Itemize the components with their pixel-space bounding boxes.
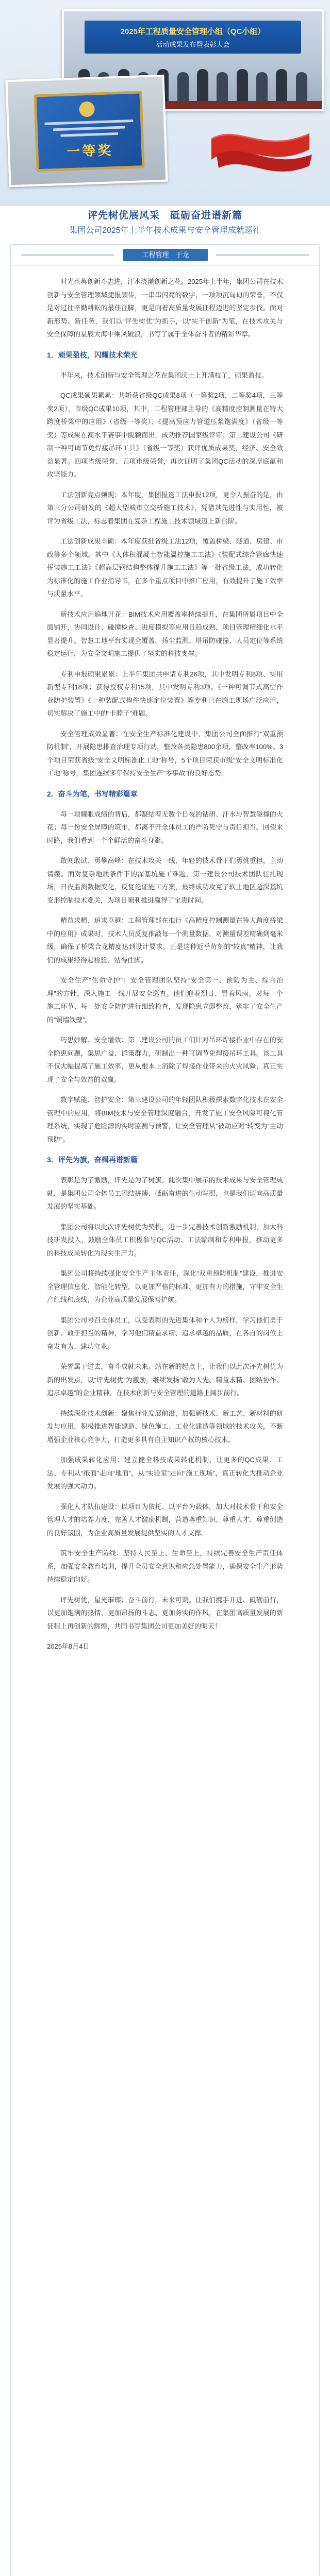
- plaque-text-line: [53, 126, 125, 131]
- red-flag-icon: [206, 118, 315, 191]
- paragraph: 新技术应用遍地开花：BIM技术应用覆盖率持续提升，在集团所属项目中全面铺开，协同设计、碰撞检查、进度模拟等应用日趋成熟，项目管理精细化水平显著提升。智慧工地平台实现全覆盖，扬尘监测、塔吊防碰撞、人员定位等系统稳定运行，为安全文明施工提供了坚实的科技支撑。: [47, 610, 283, 657]
- plaque-award-text: 一等奖: [66, 142, 113, 160]
- paragraph: 表彰是为了激励，评先是为了树旗。此次集中展示的技术成果与安全管理成就，是集团公司全体员工团结拼搏、砥砺奋进的生动写照，也是我们迈向高质量发展的坚实基础。: [47, 1176, 283, 1210]
- paragraph: 安全生产“生命守护”：安全管理团队坚持“安全第一、预防为主、综合治理”的方针，深入施工一线开展安全巡查。他们迎着烈日、冒着风雨，对每一个施工环节、每一处安全防护进行细致检查，发现隐患立即整改，筑牢了安全生产的“铜墙铁壁”。: [47, 976, 283, 1024]
- header-divider-left: [21, 255, 114, 256]
- person-figure: [237, 69, 248, 102]
- section-tag: 工程管理 于龙: [123, 249, 208, 261]
- emblem-icon: [79, 101, 95, 117]
- stage-banner-line2: 活动成果发布暨表彰大会: [156, 41, 230, 48]
- paragraph: 集团公司号召全体员工，以受表彰的先进集体和个人为榜样，学习他们勇于创新、敢于担当的精神，学习他们精益求精、追求卓越的品质，在各自的岗位上奋发有为、建功立业。: [47, 1316, 283, 1350]
- person-figure: [217, 72, 228, 102]
- header-divider-right: [216, 255, 309, 256]
- paragraph: 持续深化技术创新：聚焦行业发展前沿，加强新技术、新工艺、新材料的研发与应用，积极推进智能建造、绿色施工、工业化建造等领域的技术攻关，不断增强企业核心竞争力，打造更多具有自主知识产权的核心技术。: [47, 1409, 283, 1444]
- paragraph: 精益求精、追求卓越：工程管理部在推行《高精度控制测量在特大跨度桥梁中的应用》成果时，技术人员反复推敲每一个测量数据，对测量误差精确到毫米级，确保了桥梁合龙精度达到设计要求。正是这种近乎苛刻的“较真”精神，让我们的成果经得起检验、站得住脚。: [47, 917, 283, 964]
- paragraph: 安全管理成效显著：在安全生产标准化建设中，集团公司全面推行“双重预防机制”，开展隐患排查治理专项行动，整改各类隐患800余项，整改率100%。3个项目荣获省级“安全文明标准化工地”称号，5个项目荣获市级“安全文明标准化工地”称号，集团连续多年保持安全生产“零事故”的良好态势。: [47, 730, 283, 777]
- article-title-block: [0, 208, 330, 238]
- paragraph: 敢闯敢试、勇攀高峰：在技术攻关一线，年轻的技术骨干们勇挑重担，主动请缨。面对复杂地质条件下的深基坑施工难题，第一建设公司技术团队驻扎现场，日夜监测数据变化，反复论证施工方案，最终成功攻克了软土地区超深基坑变形控制技术难关，为项目顺利推进赢得了宝贵时间。: [47, 857, 283, 904]
- article-date: 2025年8月4日: [47, 1642, 90, 1650]
- award-plaque: [34, 91, 144, 172]
- header-photo-collage: [0, 0, 330, 206]
- person-figure: [197, 69, 208, 102]
- stage-banner: [85, 21, 301, 54]
- paragraph: QC成果硕果累累：共斩获省级QC成果8项（一等奖2项，二等奖4项，三等奖2项），市级QC成果10项，其中，工程管理部主导的《高精度控制测量在特大跨度桥梁中的应用》（省级一等奖）、《提高预应力管道压浆饱满度》（省级一等奖）等成果在高水平赛事中脱颖而出，成功推荐国家级评审；第二建设公司《研制一种可调节免焊接吊环工具》（省级一等奖）获评优质成果奖，经济、安全效益显著。四项省级荣誉、五项市级荣誉，再次证明了集团QC活动的深厚底蕴和攻坚能力。: [47, 392, 283, 478]
- award-plaque-photo: [5, 75, 168, 188]
- section-heading-2: 2．奋斗为笔，书写精彩篇章: [47, 789, 138, 798]
- stage-banner-line1: 2025年工程质量安全管理小组（QC小组）: [120, 27, 266, 36]
- paragraph: 半年来，技术创新与安全管理之花在集团沃土上开满枝丫，硕果盈枝。: [60, 371, 269, 379]
- plaque-text-line: [60, 132, 118, 137]
- intro-paragraph: 时光荏苒创新斗志进，汗水浇灌创新之花。2025年上半年，集团公司在技术创新与安全管理领域捷报频传，一串串闪亮的数字，一项项沉甸甸的荣誉，不仅是对过往辛勤耕耘的最佳注脚，更是向着高质量发展征程迈进的坚定步伐。面对新形势、新任务，我们以“评先树优”为抓手，以“实干创新”为笔，在技术攻关与安全保障的星辰大海中乘风破浪，书写了属于全体奋斗者的精彩华章。: [47, 278, 283, 338]
- person-figure: [276, 69, 287, 102]
- paragraph: 评先树优，星光璀璨；奋斗前行，未来可期。让我们携手并进、砥砺前行，以更加饱满的热情、更加昂扬的斗志、更加务实的作风，在集团高质量发展的新征程上再创新的辉煌，共同书写集团公司更加美好的明天！: [47, 1596, 283, 1630]
- paragraph: 荣誉属于过去，奋斗成就未来。站在新的起点上，让我们以此次评先树优为新的出发点，以“评先树优”为激励，继续发扬“敢为人先、精益求精、团结协作、追求卓越”的企业精神，在技术创新与安全管理的道路上阔步前行。: [47, 1363, 283, 1397]
- section-heading-3: 3．评先为旗，奋楫再谱新篇: [47, 1156, 138, 1164]
- article-card: [10, 244, 320, 2576]
- article-subtitle: 集团公司2025年上半年技术成果与安全管理成就巡礼: [69, 226, 261, 235]
- paragraph: 集团公司将持续强化安全生产主体责任，深化“双重预防机制”建设，推进安全管理信息化、智能化转型，以更加严格的标准、更加有力的措施，守牢安全生产红线和底线，为企业高质量发展保驾护航。: [47, 1269, 283, 1303]
- article-title: 评先树优展风采 砥砺奋进谱新篇: [87, 210, 242, 221]
- paragraph: 工法创新成果丰硕：本年度获批省级工法12项，覆盖桥梁、隧道、房建、市政等多个领域。其中《大体积混凝土智能温控施工工法》《装配式综合管廊快速拼装施工工法》《超高层钢结构整体提升施工工法》等一批省级工法，成功转化为标准化的施工作业指导书，在多个重点项目中推广应用，有效提升了施工效率与质量水平。: [47, 537, 283, 598]
- paragraph: 巧思妙解、安全增效：第二建设公司的员工们针对吊环焊接作业中存在的安全隐患问题，集思广益、群策群力，研制出一种可调节免焊接吊环工具。该工具不仅大幅提高了施工效率，更从根本上消除了焊接作业带来的火灾风险，真正实现了安全与效益的双赢。: [47, 1036, 283, 1083]
- paragraph: 数字赋能、智护安全：第三建设公司的年轻团队积极探索数字化技术在安全管理中的应用，将BIM技术与安全管理深度融合，开发了施工安全风险可视化管理系统，实现了危险源的实时监测与预警，让安全管理从“被动应对”转变为“主动预防”。: [47, 1096, 283, 1143]
- person-figure: [296, 72, 307, 102]
- paragraph: 集团公司将以此次评先树优为契机，进一步完善技术创新激励机制，加大科技研发投入，鼓励全体员工积极参与QC活动、工法编制和专利申报，推动更多的科技成果转化为现实生产力。: [47, 1223, 283, 1257]
- paragraph: 专利申报硕果累累：上半年集团共申请专利26项，其中发明专利8项、实用新型专利18项；获得授权专利15项，其中发明专利3项。《一种可调节式高空作业防护装置》《一种装配式构件快速定位装置》等专利已在施工现场广泛应用，切实解决了施工中的“卡脖子”难题。: [47, 670, 283, 717]
- paragraph: 加强成果转化应用：建立健全科技成果转化机制，让更多的QC成果、工法、专利从“纸面”走向“地面”，从“实验室”走向“施工现场”，真正转化为推动企业发展的强大动力。: [47, 1456, 283, 1490]
- article-body: [11, 266, 319, 1653]
- paragraph: 工法创新亮点频现：本年度，集团报送工法申报12项，更令人振奋的是，由第三分公司研发的《超大型城市立交桥施工技术》，凭借其先进性与实用性，被评为省级工法，标志着集团在复杂工程施工技术领域迈上新台阶。: [47, 490, 283, 525]
- card-header: [11, 245, 319, 266]
- section-heading-1: 1．顽果盈枝，闪耀技术荣光: [47, 350, 138, 359]
- plaque-text-line: [44, 120, 133, 125]
- paragraph: 每一项耀眼成绩的背后，都凝结着无数个日夜的钻研、汗水与智慧碰撞的火花；每一份安全屏障的筑牢，都离不开全体员工的严防死守与责任担当。回望来时路，我们看到一个个鲜活的奋斗身影。: [47, 810, 283, 844]
- paragraph: 筑牢安全生产防线：坚持人民至上、生命至上，持续完善安全生产责任体系，加强安全教育培训，提升全员安全意识和应急处置能力，确保安全生产形势持续稳定向好。: [47, 1549, 283, 1583]
- paragraph: 强化人才队伍建设：以项目为依托、以平台为载体，加大对技术骨干和安全管理人才的培养力度，完善人才激励机制，营造尊重知识、尊重人才、尊重创造的良好氛围，为企业高质量发展提供坚实的人才支撑。: [47, 1502, 283, 1537]
- person-figure: [256, 72, 268, 102]
- person-figure: [177, 72, 189, 102]
